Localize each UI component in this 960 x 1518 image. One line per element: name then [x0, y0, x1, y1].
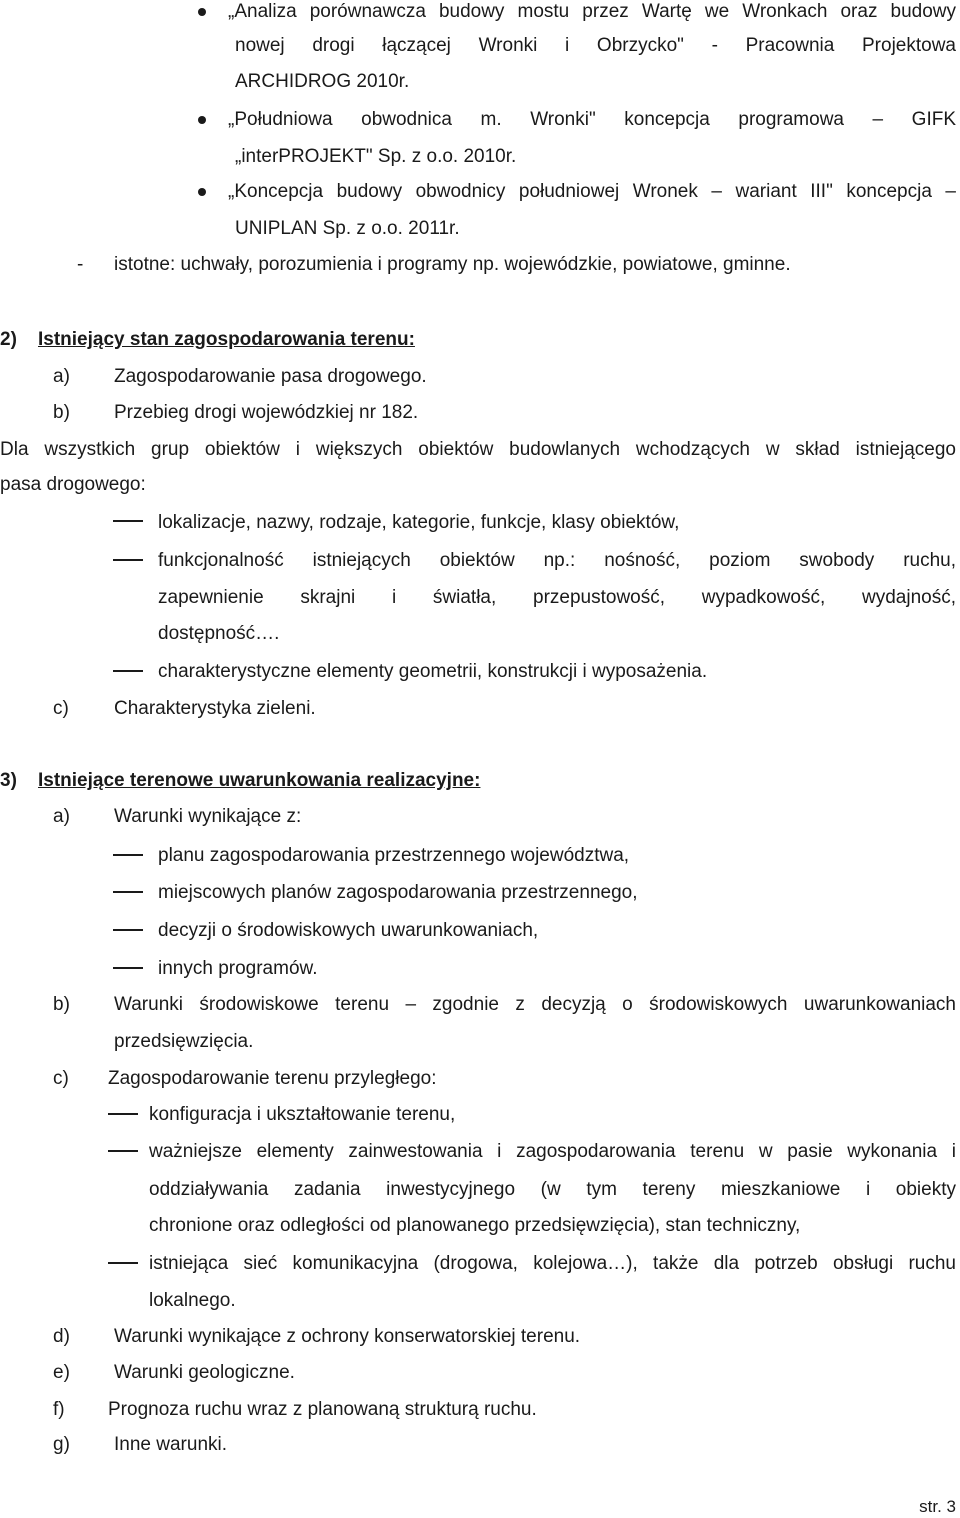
dash-marker [113, 929, 143, 931]
list-item-text: Warunki środowiskowe terenu – zgodnie z decyzją o środowiskowych uwarunkowaniach [114, 994, 956, 1015]
list-item-text: Warunki wynikające z: [114, 806, 302, 827]
dash-marker [108, 1262, 138, 1264]
dash-item-text: ważniejsze elementy zainwestowania i zagospodarowania terenu w pasie wykonania i [149, 1141, 956, 1162]
section-heading: Istniejący stan zagospodarowania terenu: [38, 329, 415, 350]
section-heading: Istniejące terenowe uwarunkowania realizacyjne: [38, 770, 481, 791]
dash-item-text: oddziaływania zadania inwestycyjnego (w tym tereny mieszkaniowe i obiekty [149, 1179, 956, 1200]
bullet-dot [198, 8, 206, 16]
bullet-line: ARCHIDROG 2010r. [235, 71, 410, 92]
dash-item-text: zapewnienie skrajni i światła, przepustowość, wypadkowość, wydajność, [158, 587, 956, 608]
paragraph-line: Dla wszystkich grup obiektów i większych obiektów budowlanych wchodzących w skład istniejącego [0, 439, 956, 460]
list-marker: a) [53, 366, 70, 387]
list-marker: c) [53, 1068, 69, 1089]
dash-item-text: planu zagospodarowania przestrzennego województwa, [158, 845, 630, 866]
bullet-dot [198, 116, 206, 124]
dash-marker [113, 967, 143, 969]
list-item-text: Przebieg drogi wojewódzkiej nr 182. [114, 402, 419, 423]
dash-item-text: konfiguracja i ukształtowanie terenu, [149, 1104, 456, 1125]
bullet-line: „Analiza porównawcza budowy mostu przez Wartę we Wronkach oraz budowy [228, 1, 956, 22]
bullet-dot [198, 188, 206, 196]
dash-marker [113, 891, 143, 893]
dash-item-text: lokalizacje, nazwy, rodzaje, kategorie, funkcje, klasy obiektów, [158, 512, 680, 533]
list-marker: b) [53, 994, 70, 1015]
dash-item-text: istniejąca sieć komunikacyjna (drogowa, kolejowa…), także dla potrzeb obsługi ruchu [149, 1253, 956, 1274]
bullet-line: nowej drogi łączącej Wronki i Obrzycko" - Pracownia Projektowa [235, 35, 956, 56]
dash-marker [108, 1113, 138, 1115]
dash-item-text: charakterystyczne elementy geometrii, konstrukcji i wyposażenia. [158, 661, 708, 682]
list-marker: d) [53, 1326, 70, 1347]
dash-item-text: miejscowych planów zagospodarowania przestrzennego, [158, 882, 638, 903]
list-item-text: Zagospodarowanie pasa drogowego. [114, 366, 427, 387]
paragraph-line: pasa drogowego: [0, 474, 146, 495]
list-marker: f) [53, 1399, 65, 1420]
dash-marker [108, 1150, 138, 1152]
list-marker: a) [53, 806, 70, 827]
bullet-line: „Południowa obwodnica m. Wronki" koncepcja programowa – GIFK [228, 109, 956, 130]
list-item-text: Warunki wynikające z ochrony konserwatorskiej terenu. [114, 1326, 581, 1347]
dash-marker [113, 559, 143, 561]
dash-marker [113, 520, 143, 522]
bullet-line: „Koncepcja budowy obwodnicy południowej Wronek – wariant III" koncepcja – [228, 181, 956, 202]
list-marker: g) [53, 1434, 70, 1455]
dash-item-text: chronione oraz odległości od planowanego przedsięwzięcia), stan techniczny, [149, 1215, 801, 1236]
list-marker: b) [53, 402, 70, 423]
dash-marker [113, 670, 143, 672]
dash-marker [113, 854, 143, 856]
dash-item-text: funkcjonalność istniejących obiektów np.: nośność, poziom swobody ruchu, [158, 550, 956, 571]
dash-item-text: lokalnego. [149, 1290, 236, 1311]
list-item-text: Warunki geologiczne. [114, 1362, 295, 1383]
section-number: 2) [0, 329, 17, 350]
list-marker: e) [53, 1362, 70, 1383]
dash-item-text: innych programów. [158, 958, 318, 979]
list-item-text: istotne: uchwały, porozumienia i programy np. wojewódzkie, powiatowe, gminne. [114, 254, 791, 275]
dash-item-text: dostępność…. [158, 623, 280, 644]
page-number: str. 3 [919, 1497, 956, 1516]
list-item-text: przedsięwzięcia. [114, 1031, 254, 1052]
bullet-line: „interPROJEKT" Sp. z o.o. 2010r. [235, 146, 517, 167]
list-item-text: Prognoza ruchu wraz z planowaną strukturą ruchu. [108, 1399, 537, 1420]
list-marker: - [77, 254, 84, 275]
dash-item-text: decyzji o środowiskowych uwarunkowaniach, [158, 920, 539, 941]
list-item-text: Zagospodarowanie terenu przyległego: [108, 1068, 437, 1089]
list-item-text: Charakterystyka zieleni. [114, 698, 316, 719]
list-marker: c) [53, 698, 69, 719]
section-number: 3) [0, 770, 17, 791]
list-item-text: Inne warunki. [114, 1434, 228, 1455]
bullet-line: UNIPLAN Sp. z o.o. 2011r. [235, 218, 460, 239]
